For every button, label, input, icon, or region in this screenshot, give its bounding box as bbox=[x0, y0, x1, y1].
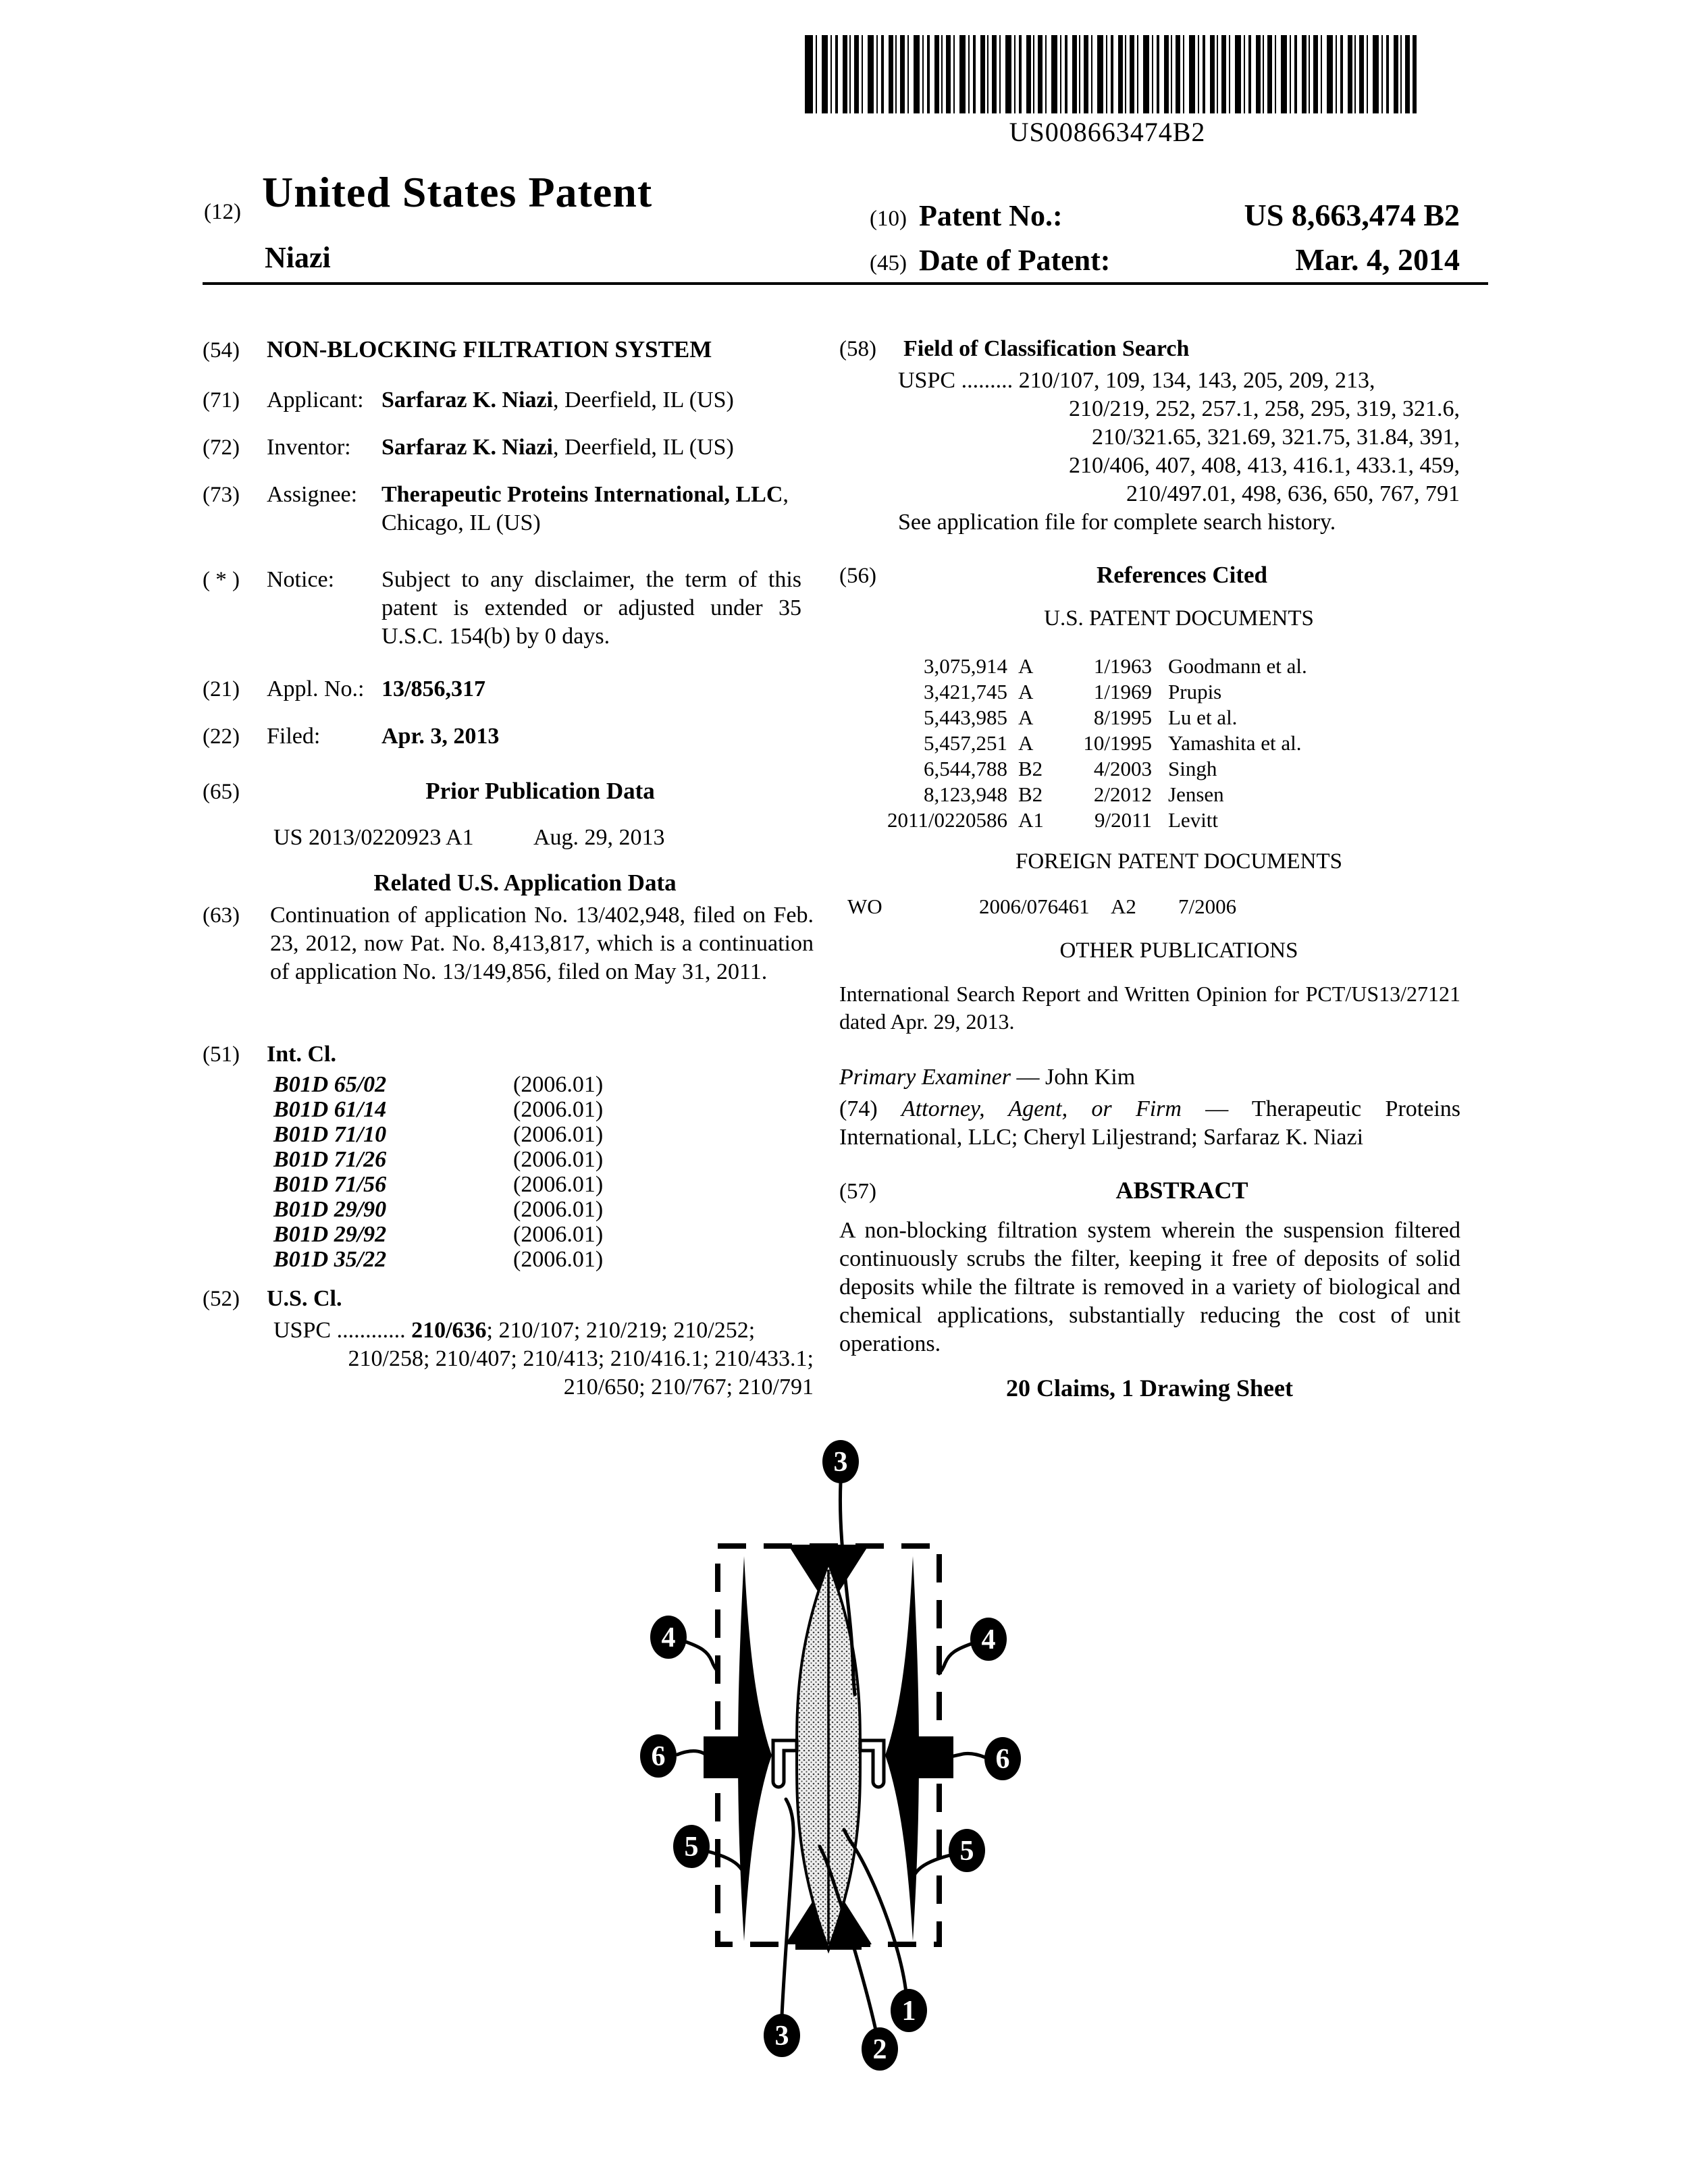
assignee-value bbox=[381, 481, 807, 537]
primary-examiner-line bbox=[839, 1063, 1460, 1092]
reference-row bbox=[864, 782, 1458, 807]
foreign-doc-number: 2006/076461 bbox=[979, 895, 1090, 918]
int-cl-section bbox=[203, 1042, 814, 1067]
inventor-surname: Niazi bbox=[265, 241, 331, 274]
int-cl-code: B01D 71/26 bbox=[273, 1147, 387, 1172]
ref-kind-code: A bbox=[1018, 680, 1034, 703]
continuation-text: Continuation of application No. 13/402,948, filed on Feb. 23, 2012, now Pat. No. 8,413,817, which is a continuation of application No. 13/149,856, filed on May 31, 2011. bbox=[270, 903, 814, 984]
patent-number-value: US 8,663,474 B2 bbox=[1244, 198, 1460, 232]
application-number-section bbox=[203, 675, 814, 703]
ref-inventor: Yamashita et al. bbox=[1168, 731, 1302, 755]
us-cl-uspc-line3: 210/650; 210/767; 210/791 bbox=[563, 1375, 814, 1400]
callout-label: 6 bbox=[995, 1744, 1010, 1775]
reference-row bbox=[864, 730, 1458, 756]
callout-6-left bbox=[640, 1734, 677, 1778]
int-cl-version: (2006.01) bbox=[513, 1147, 604, 1172]
applicant-section bbox=[203, 386, 814, 415]
ref-date: 9/2011 bbox=[1094, 808, 1152, 832]
int-cl-version: (2006.01) bbox=[513, 1172, 604, 1197]
ref-date: 2/2012 bbox=[1093, 782, 1152, 806]
int-cl-table bbox=[273, 1072, 746, 1272]
callout-label: 4 bbox=[661, 1622, 676, 1653]
field-search-field-code: (58) bbox=[839, 337, 876, 361]
callout-5-left bbox=[673, 1825, 710, 1868]
document-type-title: United States Patent bbox=[262, 168, 653, 216]
ref-date: 1/1963 bbox=[1093, 654, 1152, 678]
ref-date: 4/2003 bbox=[1093, 757, 1152, 780]
filed-value: Apr. 3, 2013 bbox=[381, 724, 500, 749]
callout-2-bottom bbox=[862, 2027, 898, 2071]
reference-row bbox=[864, 756, 1458, 782]
assignee-field-code: (73) bbox=[203, 483, 240, 507]
barcode-text: US008663474B2 bbox=[1009, 117, 1206, 147]
leader-right-5 bbox=[912, 1855, 950, 1879]
inventor-name: Sarfaraz K. Niazi bbox=[381, 435, 553, 460]
applicant-location: , Deerfield, IL (US) bbox=[553, 388, 734, 412]
primary-examiner-label: Primary Examiner bbox=[839, 1065, 1011, 1090]
callout-3-bottom bbox=[764, 2014, 800, 2057]
other-publications-heading: OTHER PUBLICATIONS bbox=[1059, 938, 1298, 963]
attorney-label: Attorney, Agent, or Firm bbox=[901, 1096, 1182, 1121]
applicant-name: Sarfaraz K. Niazi bbox=[381, 388, 553, 412]
drawing-figure bbox=[628, 1404, 1047, 2106]
foreign-doc-date: 7/2006 bbox=[1178, 895, 1237, 918]
int-cl-version: (2006.01) bbox=[513, 1247, 604, 1272]
abstract-heading: ABSTRACT bbox=[1115, 1177, 1248, 1204]
patent-date-row bbox=[870, 242, 1460, 277]
right-filtrate-channel bbox=[860, 1740, 884, 1787]
ref-number: 5,443,985 bbox=[924, 705, 1007, 729]
int-cl-row bbox=[273, 1172, 746, 1197]
callout-4-left bbox=[650, 1616, 687, 1659]
inventor-value bbox=[381, 433, 734, 462]
leader-bottom-3 bbox=[782, 1799, 793, 2016]
us-cl-field-code: (52) bbox=[203, 1287, 240, 1311]
ref-inventor: Jensen bbox=[1168, 782, 1224, 806]
foreign-country-code: WO bbox=[847, 895, 882, 918]
patent-number-row bbox=[870, 197, 1460, 233]
field-search-see-note: See application file for complete search history. bbox=[898, 510, 1336, 535]
foreign-docs-heading: FOREIGN PATENT DOCUMENTS bbox=[1015, 849, 1343, 874]
inventor-location: , Deerfield, IL (US) bbox=[553, 435, 734, 460]
references-field-code: (56) bbox=[839, 564, 876, 588]
int-cl-row bbox=[273, 1122, 746, 1147]
reference-row bbox=[864, 807, 1458, 833]
foreign-kind-code: A2 bbox=[1111, 895, 1136, 918]
inventor-section bbox=[203, 433, 814, 462]
ref-kind-code: A bbox=[1018, 705, 1034, 729]
int-cl-code: B01D 71/10 bbox=[273, 1122, 387, 1147]
assignee-location: , Chicago, IL (US) bbox=[381, 482, 789, 535]
foreign-doc-row bbox=[847, 895, 1401, 919]
ref-inventor: Prupis bbox=[1168, 680, 1222, 703]
field-search-line5: 210/497.01, 498, 636, 650, 767, 791 bbox=[1126, 481, 1460, 506]
int-cl-row bbox=[273, 1072, 746, 1097]
leader-left-6 bbox=[677, 1751, 708, 1755]
int-cl-row bbox=[273, 1147, 746, 1172]
applicant-value bbox=[381, 386, 734, 415]
title-field-code: (54) bbox=[203, 338, 240, 363]
callout-1-bottom bbox=[891, 1989, 927, 2032]
ref-date: 1/1969 bbox=[1093, 680, 1152, 703]
continuation-section bbox=[203, 901, 814, 986]
patent-number-label: Patent No.: bbox=[918, 199, 1063, 232]
ref-date: 8/1995 bbox=[1093, 705, 1152, 729]
notice-text: Subject to any disclaimer, the term of this patent is extended or adjusted under 35 U.S.C. 154(b) by 0 days. bbox=[381, 567, 801, 649]
notice-field-code: ( * ) bbox=[203, 568, 240, 592]
field-search-line4: 210/406, 407, 408, 413, 416.1, 433.1, 459, bbox=[1069, 453, 1460, 478]
callout-label: 5 bbox=[959, 1836, 974, 1867]
leader-right-6 bbox=[951, 1753, 985, 1757]
field-search-section bbox=[839, 336, 1460, 362]
int-cl-row bbox=[273, 1247, 746, 1272]
kind-code-number: (12) bbox=[204, 200, 241, 224]
field-search-classes: 210/107, 109, 134, 143, 205, 209, 213, bbox=[1018, 368, 1375, 393]
ref-kind-code: B2 bbox=[1018, 757, 1043, 780]
callout-4-right bbox=[970, 1618, 1007, 1661]
ref-number: 6,544,788 bbox=[924, 757, 1007, 780]
callout-5-right bbox=[949, 1829, 985, 1872]
abstract-text: A non-blocking filtration system wherein the suspension filtered continuously scrubs the filter, keeping it free of deposits of solid deposits while the filtrate is removed in a variety of biological and chemical applications, substantially reducing the cost of unit operations. bbox=[839, 1218, 1460, 1356]
prior-publication-section bbox=[203, 778, 814, 805]
ref-inventor: Goodmann et al. bbox=[1168, 654, 1307, 678]
us-cl-heading: U.S. Cl. bbox=[267, 1286, 342, 1311]
field-search-line3: 210/321.65, 321.69, 321.75, 31.84, 391, bbox=[1092, 425, 1460, 450]
prior-pub-date: Aug. 29, 2013 bbox=[533, 825, 665, 850]
left-filtrate-channel bbox=[773, 1740, 797, 1787]
field-search-line2: 210/219, 252, 257.1, 258, 295, 319, 321.6, bbox=[1069, 396, 1460, 421]
int-cl-row bbox=[273, 1097, 746, 1122]
int-cl-version: (2006.01) bbox=[513, 1122, 604, 1147]
patent-number-field-code: (10) bbox=[870, 207, 907, 231]
inventor-field-code: (72) bbox=[203, 435, 240, 460]
ref-number: 3,421,745 bbox=[924, 680, 1007, 703]
int-cl-field-code: (51) bbox=[203, 1042, 240, 1067]
filed-label: Filed: bbox=[267, 724, 321, 749]
reference-row bbox=[864, 679, 1458, 705]
notice-section bbox=[203, 566, 814, 651]
callout-label: 4 bbox=[981, 1624, 996, 1655]
attorney-field-code: (74) bbox=[839, 1096, 878, 1121]
leader-right-4 bbox=[939, 1644, 971, 1674]
uspc-label: USPC bbox=[898, 368, 956, 393]
ref-kind-code: B2 bbox=[1018, 782, 1043, 806]
field-search-line1 bbox=[898, 367, 1460, 395]
inventor-label: Inventor: bbox=[267, 435, 351, 460]
notice-label: Notice: bbox=[267, 567, 335, 592]
int-cl-code: B01D 29/92 bbox=[273, 1222, 387, 1247]
dot-leader: ......... bbox=[955, 368, 1019, 393]
reference-row bbox=[864, 654, 1458, 679]
abstract-field-code: (57) bbox=[839, 1179, 876, 1204]
int-cl-version: (2006.01) bbox=[513, 1072, 604, 1097]
attorney-line bbox=[839, 1095, 1460, 1152]
title-section bbox=[203, 336, 814, 363]
patent-date-value: Mar. 4, 2014 bbox=[1295, 242, 1460, 277]
us-cl-uspc-line1 bbox=[273, 1316, 814, 1345]
us-patent-docs-heading: U.S. PATENT DOCUMENTS bbox=[1044, 606, 1314, 631]
appl-no-label: Appl. No.: bbox=[267, 676, 365, 701]
appl-no-field-code: (21) bbox=[203, 677, 240, 701]
ref-number: 5,457,251 bbox=[924, 731, 1007, 755]
callout-label: 1 bbox=[901, 1996, 916, 2027]
barcode bbox=[805, 35, 1417, 113]
applicant-field-code: (71) bbox=[203, 388, 240, 412]
abstract-section bbox=[839, 1176, 1460, 1204]
right-port-block bbox=[912, 1736, 953, 1778]
reference-row bbox=[864, 705, 1458, 730]
int-cl-row bbox=[273, 1222, 746, 1247]
ref-kind-code: A bbox=[1018, 731, 1034, 755]
leader-left-5 bbox=[707, 1851, 745, 1875]
appl-no-value: 13/856,317 bbox=[381, 676, 485, 701]
us-cl-uspc-line2: 210/258; 210/407; 210/413; 210/416.1; 210/433.1; bbox=[348, 1346, 814, 1371]
uspc-primary-class: 210/636 bbox=[411, 1318, 487, 1343]
filed-section bbox=[203, 722, 814, 751]
prior-pub-field-code: (65) bbox=[203, 780, 240, 804]
related-data-heading: Related U.S. Application Data bbox=[373, 870, 677, 896]
int-cl-code: B01D 65/02 bbox=[273, 1072, 387, 1097]
header-divider-rule bbox=[203, 282, 1488, 285]
int-cl-code: B01D 29/90 bbox=[273, 1197, 387, 1222]
patent-date-label: Date of Patent: bbox=[918, 244, 1111, 277]
prior-pub-number: US 2013/0220923 A1 bbox=[273, 825, 474, 850]
other-publications-text: International Search Report and Written Opinion for PCT/US13/27121 dated Apr. 29, 2013. bbox=[839, 982, 1460, 1034]
left-port-block bbox=[704, 1736, 745, 1778]
ref-inventor: Singh bbox=[1168, 757, 1217, 780]
int-cl-version: (2006.01) bbox=[513, 1097, 604, 1122]
claims-summary-line: 20 Claims, 1 Drawing Sheet bbox=[1006, 1375, 1293, 1402]
callout-label: 6 bbox=[651, 1741, 666, 1772]
assignee-label: Assignee: bbox=[267, 482, 358, 507]
callout-label: 3 bbox=[833, 1447, 848, 1478]
field-search-heading: Field of Classification Search bbox=[903, 336, 1190, 361]
int-cl-version: (2006.01) bbox=[513, 1197, 604, 1222]
int-cl-code: B01D 71/56 bbox=[273, 1172, 387, 1197]
ref-number: 3,075,914 bbox=[924, 654, 1007, 678]
invention-title: NON-BLOCKING FILTRATION SYSTEM bbox=[267, 336, 712, 363]
uspc-label: USPC bbox=[273, 1318, 332, 1343]
callout-3-top bbox=[822, 1440, 859, 1483]
dot-leader: ............ bbox=[331, 1318, 412, 1343]
callout-6-right bbox=[984, 1737, 1021, 1780]
int-cl-code: B01D 61/14 bbox=[273, 1097, 387, 1122]
continuation-field-code: (63) bbox=[203, 903, 240, 928]
int-cl-version: (2006.01) bbox=[513, 1222, 604, 1247]
int-cl-heading: Int. Cl. bbox=[267, 1042, 336, 1067]
primary-examiner-name: — John Kim bbox=[1011, 1065, 1136, 1090]
callout-label: 3 bbox=[774, 2021, 789, 2052]
callout-label: 5 bbox=[684, 1832, 699, 1863]
callout-label: 2 bbox=[872, 2034, 887, 2065]
patent-date-field-code: (45) bbox=[870, 251, 907, 275]
assignee-section bbox=[203, 481, 814, 537]
int-cl-code: B01D 35/22 bbox=[273, 1247, 387, 1272]
uspc-line1-rest: ; 210/107; 210/219; 210/252; bbox=[486, 1318, 756, 1343]
ref-kind-code: A bbox=[1018, 654, 1034, 678]
ref-date: 10/1995 bbox=[1083, 731, 1152, 755]
ref-kind-code: A1 bbox=[1018, 808, 1044, 832]
leader-left-4 bbox=[686, 1642, 718, 1672]
references-section bbox=[839, 562, 1460, 589]
ref-inventor: Levitt bbox=[1168, 808, 1219, 832]
ref-inventor: Lu et al. bbox=[1168, 705, 1238, 729]
int-cl-row bbox=[273, 1197, 746, 1222]
us-patent-docs-table bbox=[864, 654, 1458, 833]
applicant-label: Applicant: bbox=[267, 388, 364, 412]
prior-pub-heading: Prior Publication Data bbox=[425, 778, 655, 804]
ref-number: 2011/0220586 bbox=[887, 808, 1007, 832]
assignee-name: Therapeutic Proteins International, LLC bbox=[381, 482, 783, 507]
us-cl-section bbox=[203, 1286, 814, 1312]
ref-number: 8,123,948 bbox=[924, 782, 1007, 806]
references-heading: References Cited bbox=[1097, 562, 1267, 588]
attorney-names: — Therapeutic Proteins International, LLC; Cheryl Liljestrand; Sarfaraz K. Niazi bbox=[839, 1096, 1461, 1150]
filed-field-code: (22) bbox=[203, 724, 240, 749]
